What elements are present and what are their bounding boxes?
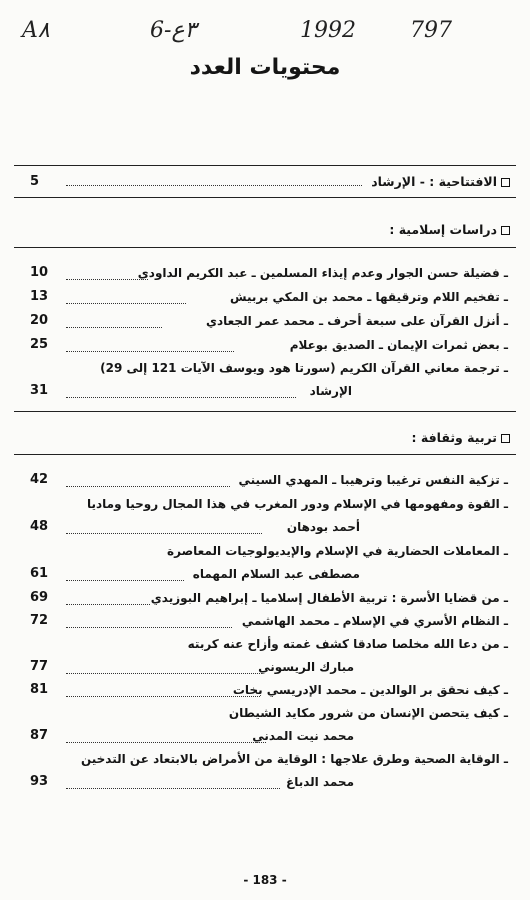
handwritten-note-number: 797 <box>410 18 452 43</box>
leader-dots <box>66 533 262 534</box>
toc-entry: ـ من قضايا الأسرة : تربية الأطفال إسلاميا ـ إبراهيم البوزيدي <box>150 591 508 605</box>
toc-page: 25 <box>30 337 49 352</box>
divider <box>14 454 516 455</box>
toc-entry: ـ فضيلة حسن الجوار وعدم إيذاء المسلمين ـ عبد الكريم الداودي <box>137 266 508 280</box>
leader-dots <box>66 486 230 487</box>
toc-entry: ـ المعاملات الحضارية في الإسلام والإيديولوجيات المعاصرة <box>167 544 508 558</box>
toc-page: 81 <box>30 682 49 697</box>
toc-page: 20 <box>30 313 49 328</box>
handwritten-note-left: A٨ <box>22 18 50 43</box>
toc-entry: ـ كيف يتحصن الإنسان من شرور مكايد الشيطان <box>228 706 508 720</box>
toc-entry-author: الإرشاد <box>309 384 352 398</box>
toc-entry: ـ القوة ومفهومها في الإسلام ودور المغرب في هذا المجال روحيا وماديا <box>86 497 508 511</box>
toc-page: 69 <box>30 590 49 605</box>
toc-page: 42 <box>30 472 49 487</box>
toc-entry: ـ تزكية النفس ترغيبا وترهيبا ـ المهدي السيني <box>238 473 508 487</box>
divider <box>14 247 516 248</box>
square-bullet-icon <box>501 434 510 443</box>
toc-page: 72 <box>30 613 49 628</box>
leader-dots <box>66 351 234 352</box>
toc-page: 77 <box>30 659 49 674</box>
leader-dots <box>66 279 148 280</box>
divider <box>14 411 516 412</box>
toc-page: 93 <box>30 774 49 789</box>
toc-page: 61 <box>30 566 49 581</box>
leader-dots <box>66 303 186 304</box>
education-label: تربية وثقافة : <box>411 430 497 445</box>
leader-dots <box>66 604 150 605</box>
toc-entry: ـ ترجمة معاني القرآن الكريم (سورتا هود ويوسف الآيات 121 إلى 29) <box>100 361 508 375</box>
toc-page: 48 <box>30 519 49 534</box>
leader-dots <box>66 742 266 743</box>
leader-dots <box>66 788 280 789</box>
leader-dots <box>66 185 362 186</box>
toc-entry: ـ بعض ثمرات الإيمان ـ الصديق بوعلام <box>289 338 508 352</box>
leader-dots <box>66 327 162 328</box>
toc-entry: ـ النظام الأسري في الإسلام ـ محمد الهاشمي <box>241 614 508 628</box>
page-title: محتويات العدد <box>189 55 341 80</box>
leader-dots <box>66 627 232 628</box>
handwritten-note-year: 1992 <box>300 18 356 43</box>
page-number: - 183 - <box>243 873 287 887</box>
square-bullet-icon <box>501 226 510 235</box>
toc-page: 87 <box>30 728 49 743</box>
toc-entry-author: مصطفى عبد السلام المهماه <box>192 567 360 581</box>
toc-entry: ـ أنزل القرآن على سبعة أحرف ـ محمد عمر الجعادي <box>206 314 508 328</box>
section-heading-education <box>412 430 510 445</box>
toc-page: 31 <box>30 383 49 398</box>
square-bullet-icon <box>501 178 510 187</box>
toc-entry: ـ الوقاية الصحية وطرق علاجها : الوقاية من الأمراض بالابتعاد عن التدخين <box>80 752 508 766</box>
toc-entry: ـ من دعا الله مخلصا صادقا كشف غمته وأزاح عنه كربته <box>187 637 508 651</box>
toc-page: 13 <box>30 289 49 304</box>
leader-dots <box>66 580 184 581</box>
handwritten-note-issue: 6-٣ع <box>150 18 197 43</box>
toc-entry: ـ تفخيم اللام وترقيقها ـ محمد بن المكي بربيش <box>230 290 508 304</box>
divider <box>14 197 516 198</box>
toc-entry: ـ كيف نحقق بر الوالدين ـ محمد الإدريسي بخات <box>232 683 508 697</box>
toc-entry-author: محمد الدباغ <box>286 775 354 789</box>
toc-entry-author: محمد نيت المدني <box>252 729 354 743</box>
section-heading-editorial <box>371 174 510 189</box>
editorial-label: الافتتاحية : - الإرشاد <box>371 174 497 189</box>
leader-dots <box>66 397 296 398</box>
divider <box>14 165 516 166</box>
leader-dots <box>66 673 262 674</box>
editorial-page: 5 <box>30 174 40 189</box>
toc-page: 10 <box>30 265 49 280</box>
leader-dots <box>66 696 260 697</box>
islamic-label: دراسات إسلامية : <box>389 222 497 237</box>
section-heading-islamic <box>389 222 510 237</box>
toc-entry-author: أحمد بودهان <box>286 520 360 534</box>
toc-entry-author: مبارك الريسوني <box>258 660 354 674</box>
